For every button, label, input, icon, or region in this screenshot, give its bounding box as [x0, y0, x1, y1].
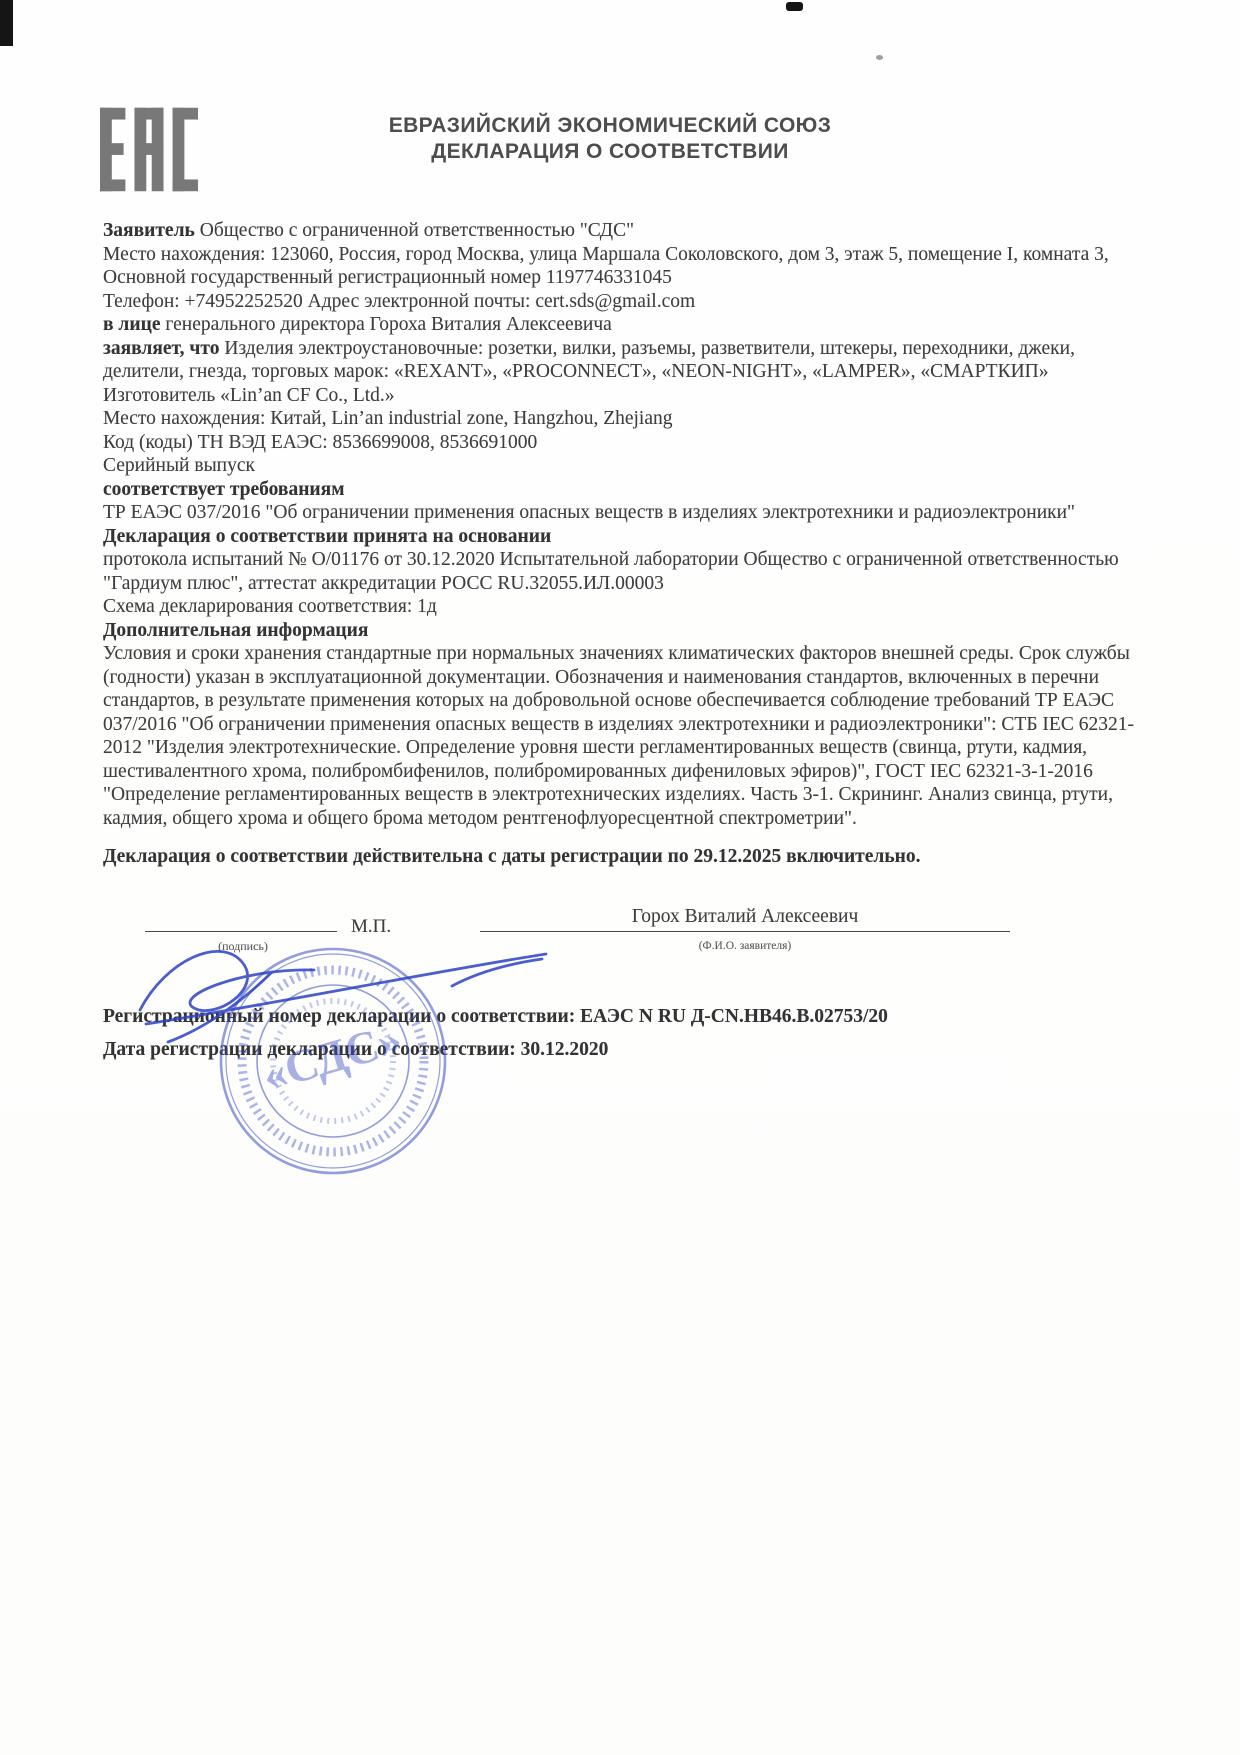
signature-section [103, 889, 1149, 977]
signature-caption: (подпись) [218, 938, 268, 953]
paragraph-lead-bold: Декларация о соответствии принята на основании [103, 525, 552, 547]
paragraph-lead-bold: Заявитель [103, 220, 200, 241]
doc-paragraph [103, 595, 1149, 619]
paragraph-lead-bold: заявляет, что [103, 337, 225, 359]
doc-paragraph [103, 313, 1149, 337]
registration-number-line: Регистрационный номер декларации о соответствии: ЕАЭС N RU Д-CN.НВ46.В.02753/20 [103, 1005, 888, 1027]
paragraph-text: Условия и сроки хранения стандартные при нормальных значениях климатических факторов внешней среды. Срок службы (годности) указан в эксплуатационной документации. Обозначения и наименования стандартов, включенных в перечни стандартов, в результате применения которых на добровольной основе обеспечивается соблюдение требований ТР ЕАЭС 037/2016 "Об ограничении применения опасных веществ в изделиях электротехники и радиоэлектроники": СТБ IEC 62321-2012 "Изделия электротехнические. Определение уровня шести регламентированных веществ (свинца, ртути, кадмия, шестивалентного хрома, полибромбифенилов, полибромированных дифениловых эфиров)", ГОСТ IEC 62321-3-1-2016 "Определение регламентированных веществ в электротехнических изделиях. Часть 3-1. Скрининг. Анализ свинца, ртути, кадмия, общего хрома и общего брома методом рентгенофлуоресцентной спектрометрии". [103, 643, 1134, 829]
applicant-name-caption: (Ф.И.О. заявителя) [698, 939, 792, 952]
doc-paragraph [103, 454, 1149, 478]
paragraph-text: Место нахождения: Китай, Lin’an industrial zone, Hangzhou, Zhejiang [103, 408, 673, 429]
scan-artifact-corner [0, 0, 13, 46]
doc-paragraph [103, 431, 1149, 455]
paragraph-text: генерального директора Гороха Виталия Алексеевича [165, 314, 612, 335]
paragraph-text: Изготовитель «Lin’an CF Co., Ltd.» [103, 384, 395, 406]
document-body [103, 219, 1149, 1062]
paragraph-lead-bold: Дополнительная информация [103, 619, 369, 641]
doc-paragraph [103, 384, 1149, 408]
paragraph-lead-bold: в лице [103, 314, 166, 335]
signature-line [145, 931, 337, 932]
doc-paragraph [103, 619, 1149, 643]
title-line-declaration: ДЕКЛАРАЦИЯ О СООТВЕТСТВИИ [431, 140, 789, 163]
stamp-center-text: «СДС» [256, 1012, 407, 1101]
paragraph-text: Изделия электроустановочные: розетки, вилки, разъемы, разветвители, штекеры, переходники, джеки, делители, гнезда, торговых марок: «REXANT», «PROCONNECT», «NEON-NIGHT», «LAMPER», «СМАРТКИП» [103, 337, 1075, 382]
mp-label: М.П. [351, 915, 392, 937]
eac-logo-icon [100, 103, 198, 196]
doc-paragraph [103, 290, 1149, 314]
doc-paragraph [103, 243, 1149, 290]
doc-paragraphs [103, 219, 1149, 830]
paragraph-text: ТР ЕАЭС 037/2016 "Об ограничении применения опасных веществ в изделиях электротехники и радиоэлектроники" [103, 502, 1076, 523]
paragraph-text: Серийный выпуск [103, 455, 255, 476]
doc-paragraph [103, 501, 1149, 525]
applicant-name: Горох Виталий Алексеевич [631, 905, 859, 927]
paragraph-text: Код (коды) ТН ВЭД ЕАЭС: 8536699008, 8536691000 [103, 431, 538, 453]
scan-artifact-blob [786, 2, 803, 11]
paragraph-text: Телефон: +74952252520 Адрес электронной почты: cert.sds@gmail.com [103, 290, 696, 312]
doc-paragraph [103, 525, 1149, 549]
paragraph-text: Общество с ограниченной ответственностью "СДС" [199, 220, 635, 241]
doc-paragraph [103, 548, 1149, 595]
registration-block [103, 1005, 1149, 1062]
validity-line: Декларация о соответствии действительна с даты регистрации по 29.12.2025 включительно. [103, 846, 921, 867]
doc-paragraph [103, 642, 1149, 830]
doc-paragraph [103, 478, 1149, 502]
document-title [320, 113, 900, 165]
scan-artifact-speck [876, 55, 883, 60]
doc-paragraph [103, 337, 1149, 384]
paragraph-text: протокола испытаний № О/01176 от 30.12.2020 Испытательной лаборатории Общество с ограниченной ответственностью "Гардиум плюс", аттестат аккредитации РОСС RU.32055.ИЛ.00003 [103, 549, 1119, 594]
paragraph-text: Схема декларирования соответствия: 1д [103, 596, 437, 617]
registration-date-line: Дата регистрации декларации о соответствии: 30.12.2020 [103, 1039, 609, 1060]
doc-paragraph [103, 219, 1149, 243]
paragraph-lead-bold: соответствует требованиям [103, 478, 345, 500]
paragraph-text: Место нахождения: 123060, Россия, город Москва, улица Маршала Соколовского, дом 3, этаж 5, помещение I, комната 3, Основной государственный регистрационный номер 1197746331045 [103, 243, 1109, 288]
title-line-union: ЕВРАЗИЙСКИЙ ЭКОНОМИЧЕСКИЙ СОЮЗ [388, 114, 832, 137]
applicant-name-line [480, 931, 1010, 932]
doc-paragraph [103, 407, 1149, 431]
